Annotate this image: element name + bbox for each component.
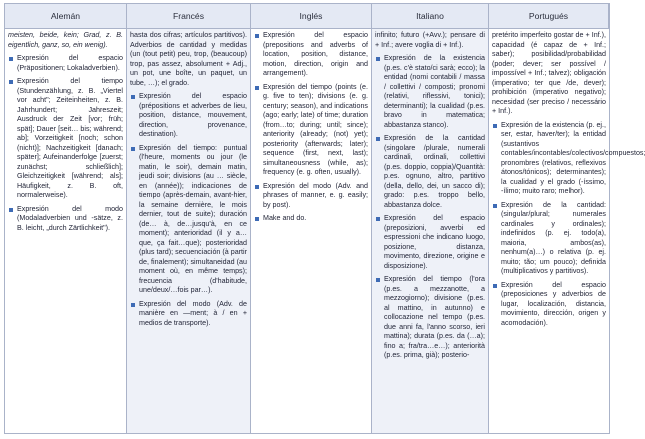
list-item: Expresión del espacio (preposiciones y adverbios de lugar, localización, distancia, movimiento, dirección, origen y acomodación).: [492, 281, 606, 329]
column-italiano: [372, 29, 489, 433]
list-item: Expresión del tiempo (l'ora (p.es. a mezzanotte, a mezzogiorno); divisione (p.es. al mattino, in autunno) e collocazione nel tempo (p.es. due anni fa, l'anno scorso, ieri mattina); durata (p.es. da (…a); fino a; fra/tra…e…); anteriorità (p.es. prima, già); posterio-: [375, 275, 485, 361]
list-item: Expresión del tiempo (Stundenzählung, z. B. „Viertel vor acht"; Zeiteinheiten, z. B. Jahrhundert; Jahreszeit; Ausdruck der Zeit [vor; früh; spät]; Dauer [seit… bis; während; ab]; Vorzeitigkeit [noch; schon (nicht)]; Nachzeitigkeit [danach; später]; Aufeinanderfolge [zuerst; zunächst; schließlich]; Gleichzeitigkeit [während; als]; Häufigkeit, z. B. oft, normalerweise).: [8, 77, 123, 201]
list-item: Expresión del modo (Modaladverbien und -sätze, z. B. leicht, „durch Zärtlichkeit").: [8, 205, 123, 234]
header-aleman: Alemán: [5, 4, 127, 29]
column-portugues: [489, 29, 645, 433]
header-frances: Francés: [127, 4, 251, 29]
header-ingles: Inglés: [251, 4, 372, 29]
header-italiano: Italiano: [372, 4, 489, 29]
list-item: Expresión del tiempo: puntual (l'heure, moments ou jour (le matin, le soir), demain matin, jeudi soir; divisions (au … siècle, en (année)); indicaciones de tiempo (après-demain, avant-hier, la semaine dernière, le mois dernier, tout de suite); duración (de… à, de…jusqu'à, en ce moment); anterioridad (il y a…que, ça fait…que); posterioridad (plus tard); secuenciación (à partir de, finalement); simultaneidad (au moment où, en même temps); frecuencia (d'habitude, une/deux/…fois par…).: [130, 144, 247, 296]
language-table: [4, 3, 645, 434]
column-frances: [127, 29, 251, 433]
list-item: Make and do.: [254, 214, 368, 224]
column-ingles: [251, 29, 372, 433]
list-item: Expresión de la cantidad (singolare /plurale, numerali cardinali, ordinali, collettivi (p.es. doppio, coppia)/Quantità: p.es. ognuno, altro, partitivo (della, dello, dei, un sacco di); grado: p.es. troppo bello, abbastanza dolce.: [375, 134, 485, 210]
intro-text: meisten, beide, kein; Grad, z. B. eigentlich, ganz, so, ein wenig).: [8, 31, 123, 49]
list-item: Expresión de la existencia (p. ej., ser, estar, haver/ter); la entidad (sustantivos contables/incontables/colectivos/compuestos; pronombres (relativos, reflexivos átonos/tónicos); determinantes); la cualidad y el grado (-íssimo, -ílimo; muito raro; melhor).: [492, 121, 606, 197]
list-item: Expresión del espacio (preposizioni, avverbi ed espressioni che indicano luogo, posizione, distanza, movimento, direzione, origine e disposizione).: [375, 214, 485, 271]
header-portugues: Portugués: [489, 4, 609, 29]
column-aleman: [5, 29, 127, 433]
intro-text: hasta dos cifras; artículos partitivos). Adverbios de cantidad y medidas (un (tout petit) peu, trop, (beaucoup) trop, pas assez, absolument + Adj., un pot, une boîte, un paquet, un tube, …); el grado.: [130, 31, 247, 87]
list-item: Expresión del modo (Adv. de manière en —ment; à / en + medios de transporte).: [130, 300, 247, 329]
intro-text: pretérito imperfeito gostar de + Inf.), capacidad (é capaz de + Inf.; saber); posibilidad/probabilidad (poder; dever; ser possível / impossível + Inf.; talvez); obligación (imperativo; ter que /de, dever); prohibición (imperativo negativo); necesidad (ser preciso / necessário + Inf.).: [492, 31, 606, 115]
list-item: Expresión del espacio (Präpositionen; Lokaladverbien).: [8, 54, 123, 73]
list-item: Expresión de la cantidad: (singular/plural; numerales cardinales y ordinales); indefinidos (p. ej. todo(a), maioria, ambos(as), nenhum(a)…) o relativa (p. ej. muito; tão; um pouco); definida (multiplicativos y partitivos).: [492, 201, 606, 277]
list-item: Expresión del tiempo (points (e. g. five to ten); divisions (e. g. century; season), and indications (ago; early; late) of time; duration (from…to; during; until; since); anteriority (already; (not) yet); posteriority (afterwards; later); sequence (first, next, last); simultaneousness (while, as); frequency (e. g. often, usually).: [254, 83, 368, 178]
list-item: Expresión del espacio (prepositions and adverbs of location, position, distance, motion, direction, origin and arrangement).: [254, 31, 368, 79]
list-item: Expresión del modo (Adv. and phrases of manner, e. g. easily; by post).: [254, 182, 368, 211]
list-item: Expresión del espacio (prépositions et adverbes de lieu, position, distance, mouvement, direction, provenance, destination).: [130, 92, 247, 140]
list-item: Expresión de la existencia (p.es. c'è stato/ci sarà; ecco); la entidad (nomi contabili / massa / collettivi / composti; pronomi (relativi, riflessivi, tonici); determinanti); la cualidad (p.es. bravo in matematica; abbastanza stanco).: [375, 54, 485, 130]
intro-text: infinito; futuro (+Avv.); pensare di + Inf.; avere voglia di + Inf.).: [375, 31, 485, 49]
